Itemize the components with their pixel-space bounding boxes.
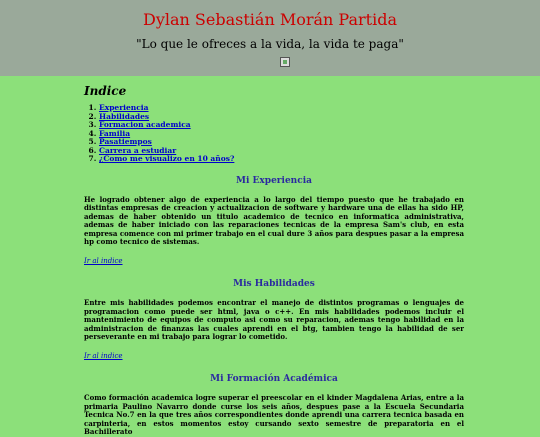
index-list <box>84 104 464 164</box>
index-link-habilidades[interactable]: Habilidades <box>99 111 150 121</box>
index-item <box>99 104 464 113</box>
index-link-experiencia[interactable]: Experiencia <box>99 103 149 112</box>
broken-image-icon <box>280 57 290 67</box>
section-text-experiencia: He logrado obtener algo de experiencia a lo largo del tiempo puesto que he trabajado en distintas empresas de creacion y actualizacion de software y hardware una de ellas ha sido HP, ademas de haber obtenido un titulo academico de tecnico en informatica administrativa, ademas de haber iniciado con las reparaciones tecnicas de la empresa Sam's club, en esta empresa comence con mi primer trabajo en el cual dure 3 años para despues pasar a la empresa hp como tecnico de sistemas. <box>84 194 464 247</box>
section-text-formacion: Como formación academica logre superar el preescolar en el kinder Magdalena Arias, entre a la primaria Paulino Navarro donde curse los seis años, despues pase a la Escuela Secundaria Tecnica No.7 en la que tres años correspondientes donde aprendi una carrera tecnica basada en carpinteria, en estos momentos estoy cursando sexto semestre de preparatoria en el Bachillerato <box>84 393 464 437</box>
index-link-familia[interactable]: Familia <box>99 128 131 138</box>
index-link-formacion[interactable]: Formacion academica <box>99 120 191 129</box>
index-item <box>99 155 464 164</box>
index-link-carrera[interactable]: Carrera a estudiar <box>99 145 177 155</box>
index-title: Indice <box>84 84 127 98</box>
back-to-index-link[interactable]: Ir al indice <box>84 352 123 361</box>
index-link-visualizo[interactable]: ¿Como me visualizo en 10 años? <box>99 154 235 163</box>
index-link-pasatiempos[interactable]: Pasatiempos <box>99 137 152 146</box>
author-name: Dylan Sebastián Morán Partida <box>143 10 397 29</box>
section-text-habilidades: Entre mis habilidades podemos encontrar el manejo de distintos programas o lenguajes de programacion como puede ser html, java o c++. En mis habilidades podemos incluir el mantenimiento de equipos de computo asi como su reparacion, ademas tengo habilidad en la administracion de finanzas las cuales aprendi en el btg, tambien tengo la habilidad de ser perseverante en mi trabajo para lograr lo cometido. <box>84 298 464 342</box>
section-title-formacion: Mi Formación Académica <box>210 374 338 385</box>
main-content <box>84 84 464 437</box>
section-title-habilidades: Mis Habilidades <box>233 279 315 290</box>
page-header <box>0 0 540 76</box>
back-to-index-link[interactable]: Ir al indice <box>84 257 123 266</box>
index-item <box>99 121 464 130</box>
section-title-experiencia: Mi Experiencia <box>236 175 312 186</box>
motto: "Lo que le ofreces a la vida, la vida te paga" <box>136 37 404 51</box>
index-item <box>99 130 464 139</box>
